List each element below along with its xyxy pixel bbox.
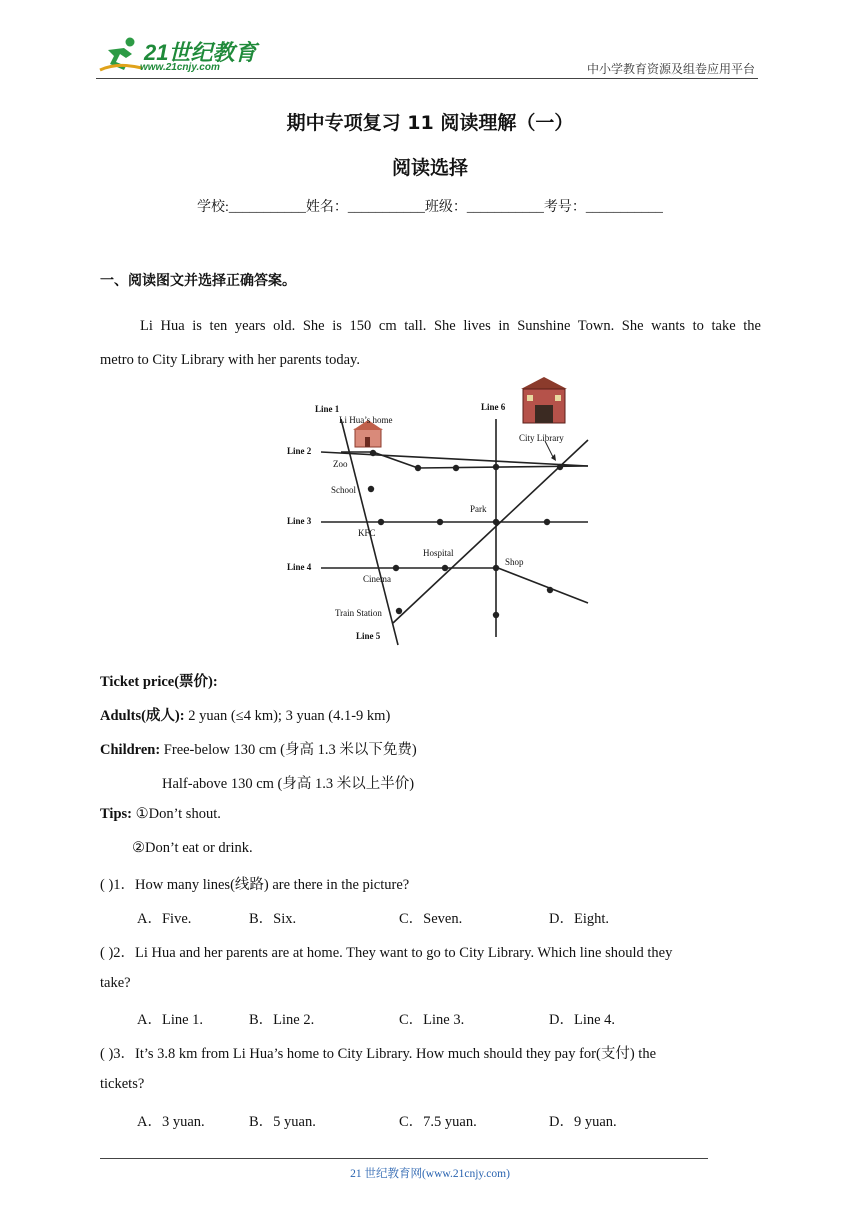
- adults-price: [100, 704, 390, 725]
- footer-link[interactable]: 21 世纪教育网(www.21cnjy.com): [350, 1168, 510, 1180]
- adults-label: Adults(成人):: [100, 708, 185, 724]
- question-1-stem: ( )1．How many lines(线路) are there in the picture?: [100, 877, 410, 893]
- q1-option-d: D．Eight.: [549, 911, 610, 927]
- station-dot: [368, 486, 374, 492]
- map-label-line3: Line 3: [287, 516, 312, 526]
- map-label-line6: Line 6: [481, 402, 506, 412]
- q1-option-b: B．Six.: [249, 911, 297, 927]
- ticket-heading: [100, 670, 218, 691]
- children-label: Children:: [100, 742, 161, 758]
- map-label-cinema: Cinema: [363, 574, 391, 584]
- library-building-icon: [521, 377, 567, 423]
- header-divider: [96, 78, 758, 79]
- tips: [100, 806, 221, 823]
- q1-option-a: A．Five.: [137, 911, 192, 927]
- section-heading: 一、阅读图文并选择正确答案。: [100, 273, 296, 289]
- logo-text: 21世纪教育: [144, 40, 257, 65]
- map-label-zoo: Zoo: [333, 459, 348, 469]
- q2-option-a: A．Line 1.: [137, 1012, 204, 1028]
- tip-1: ①Don’t shout.: [131, 806, 221, 822]
- map-label-line1: Line 1: [315, 404, 340, 414]
- station-dot: [393, 565, 399, 571]
- line-2-track-a: [321, 452, 588, 466]
- q2-option-b: B．Line 2.: [249, 1012, 315, 1028]
- map-label-park: Park: [470, 504, 487, 514]
- page-title: 期中专项复习 11 阅读理解（一）: [286, 112, 574, 134]
- station-dot: [437, 519, 443, 525]
- question-2-stem: ( )2．Li Hua and her parents are at home. They want to go to City Library. Which line should they: [100, 945, 673, 961]
- station-dot: [547, 587, 553, 593]
- metro-map: [283, 375, 591, 647]
- station-dot: [544, 519, 550, 525]
- q2-option-c: C．Line 3.: [399, 1012, 465, 1028]
- tips-label: Tips:: [100, 806, 132, 822]
- q3-option-d: D．9 yuan.: [549, 1114, 617, 1130]
- station-dot: [378, 519, 384, 525]
- map-label-kfc: KFC: [358, 528, 376, 538]
- children-text: Free-below 130 cm (身高 1.3 米以下免费): [160, 742, 417, 758]
- map-label-home: Li Hua’s home: [339, 415, 393, 425]
- station-dot: [493, 612, 499, 618]
- page-subtitle: 阅读选择: [391, 157, 468, 179]
- passage-line-2: metro to City Library with her parents today.: [100, 352, 360, 368]
- q3-option-b: B．5 yuan.: [249, 1114, 316, 1130]
- map-label-hospital: Hospital: [423, 548, 454, 558]
- q3-option-a: A．3 yuan.: [137, 1114, 205, 1130]
- q2-option-d: D．Line 4.: [549, 1012, 616, 1028]
- student-info-line: 学校:___________姓名：___________班级：___________考号：___________: [197, 200, 663, 215]
- station-dot: [396, 608, 402, 614]
- children-price-half: Half-above 130 cm (身高 1.3 米以上半价): [162, 776, 415, 792]
- question-3-stem: ( )3．It’s 3.8 km from Li Hua’s home to City Library. How much should they pay for(支付) the: [100, 1046, 657, 1062]
- footer-divider: [100, 1158, 708, 1159]
- map-label-line5: Line 5: [356, 631, 381, 641]
- passage-line-1: Li Hua is ten years old. She is 150 cm tall. She lives in Sunshine Town. She wants to take the: [140, 318, 761, 334]
- station-dot: [415, 465, 421, 471]
- station-dot: [493, 464, 499, 470]
- station-dot: [493, 519, 499, 525]
- question-3-stem-cont: tickets?: [100, 1076, 145, 1092]
- station-dot: [442, 565, 448, 571]
- ticket-heading-text: Ticket price(票价):: [100, 674, 218, 690]
- station-dot: [557, 464, 563, 470]
- station-dot: [453, 465, 459, 471]
- header-platform-text: 中小学教育资源及组卷应用平台: [586, 62, 755, 76]
- map-label-line4: Line 4: [287, 562, 312, 572]
- station-dot: [493, 565, 499, 571]
- tip-2: ②Don’t eat or drink.: [132, 840, 253, 856]
- site-logo: [96, 36, 258, 78]
- map-label-train-station: Train Station: [335, 608, 382, 618]
- station-dot: [370, 450, 376, 456]
- map-label-line2: Line 2: [287, 446, 312, 456]
- children-price: [100, 738, 417, 759]
- q1-option-c: C．Seven.: [399, 911, 463, 927]
- map-label-library: City Library: [519, 433, 564, 443]
- map-label-shop: Shop: [505, 557, 524, 567]
- logo-url: www.21cnjy.com: [140, 62, 220, 73]
- adults-text: 2 yuan (≤4 km); 3 yuan (4.1-9 km): [184, 708, 391, 724]
- map-label-school: School: [331, 485, 357, 495]
- runner-logo-icon: [96, 36, 144, 76]
- line-4-track-b: [498, 568, 588, 603]
- passage: [100, 309, 761, 377]
- library-arrow: [545, 441, 553, 457]
- q3-option-c: C．7.5 yuan.: [399, 1114, 477, 1130]
- question-2-stem-cont: take?: [100, 975, 131, 991]
